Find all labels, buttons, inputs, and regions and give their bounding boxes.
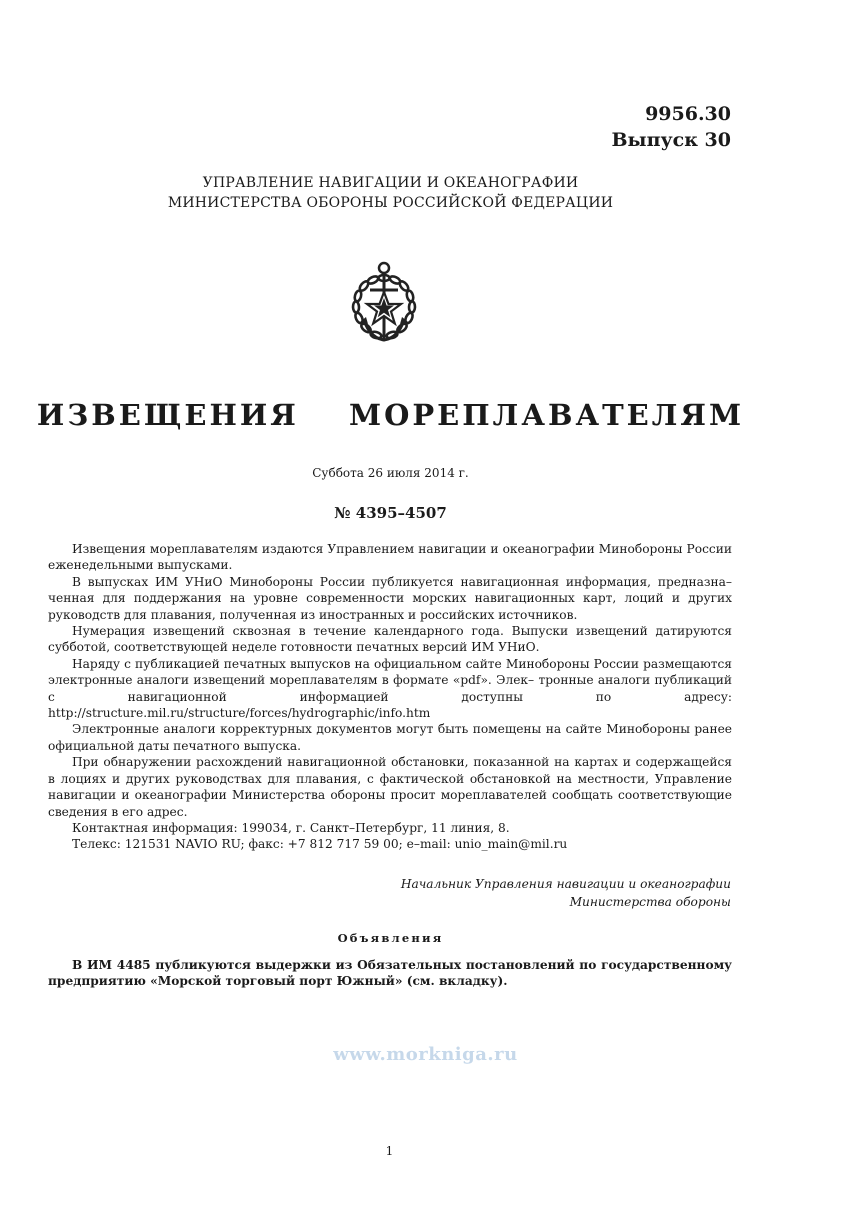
paragraph: Электронные аналоги корректурных документов могут быть помещены на сайте Минобороны ранее официальной даты печатного выпуска. (48, 722, 732, 753)
agency-line-1: УПРАВЛЕНИЕ НАВИГАЦИИ И ОКЕАНОГРАФИИ (202, 175, 579, 191)
signature-line-1: Начальник Управления навигации и океанографии (400, 877, 731, 891)
announcements-heading: Объявления (337, 931, 444, 945)
anchor-star-chain-emblem-icon (346, 260, 422, 356)
page-title: ИЗВЕЩЕНИЯ МОРЕПЛАВАТЕЛЯМ (36, 398, 745, 432)
announcement-text: В ИМ 4485 публикуются выдержки из Обязательных постановлений по государственному предприятию «Морской торговый порт Южный» (см. вкладку). (48, 958, 732, 989)
page-number: 1 (385, 1144, 394, 1158)
paragraph: В выпусках ИМ УНиО Минобороны России публикуется навигационная информация, предназна– ченная для поддержания на уровне современности морских навигационных карт, лоций и других руководств для плавания, полученная из иностранных и российских источников. (48, 574, 732, 622)
paragraph: Извещения мореплавателям издаются Управлением навигации и океанографии Минобороны России еженедельными выпусками. (48, 542, 732, 573)
paragraph: Нумерация извещений сквозная в течение календарного года. Выпуски извещений датируются субботой, соответствующей неделе готовности печатных версий ИМ УНиО. (48, 624, 732, 655)
document-code: 9956.30 (645, 103, 731, 125)
paragraph: При обнаружении расхождений навигационной обстановки, показанной на картах и содержащейся в лоциях и других руководствах для плавания, с фактической обстановкой на местности, Управление навигации и океанографии Министерства обороны просит мореплавателей сообщать соответствующие сведения в его адрес. (48, 755, 732, 819)
notice-number-range: № 4395–4507 (334, 504, 447, 522)
issue-label: Выпуск 30 (611, 129, 731, 151)
contact-address: Контактная информация: 199034, г. Санкт–Петербург, 11 линия, 8. (72, 820, 510, 835)
watermark: www.morkniga.ru (333, 1044, 518, 1065)
contact-telex: Телекс: 121531 NAVIO RU; факс: +7 812 717 59 00; e–mail: unio_main@mil.ru (72, 837, 568, 852)
document-code-block (611, 101, 731, 153)
paragraph: Наряду с публикацией печатных выпусков на официальном сайте Минобороны России размещаются электронные аналоги извещений мореплавателям в формате «pdf». Элек– тронные аналоги публикаций с навигационной информацией доступны по адресу: http://structure.mil.ru/structure/forces/hydrographic/info.htm (48, 656, 732, 721)
signature-block (401, 875, 731, 911)
agency-line-2: МИНИСТЕРСТВА ОБОРОНЫ РОССИЙСКОЙ ФЕДЕРАЦИИ (167, 195, 614, 211)
issue-date: Суббота 26 июля 2014 г. (312, 466, 469, 480)
signature-line-2: Министерства обороны (569, 895, 731, 909)
body-text (48, 541, 732, 853)
